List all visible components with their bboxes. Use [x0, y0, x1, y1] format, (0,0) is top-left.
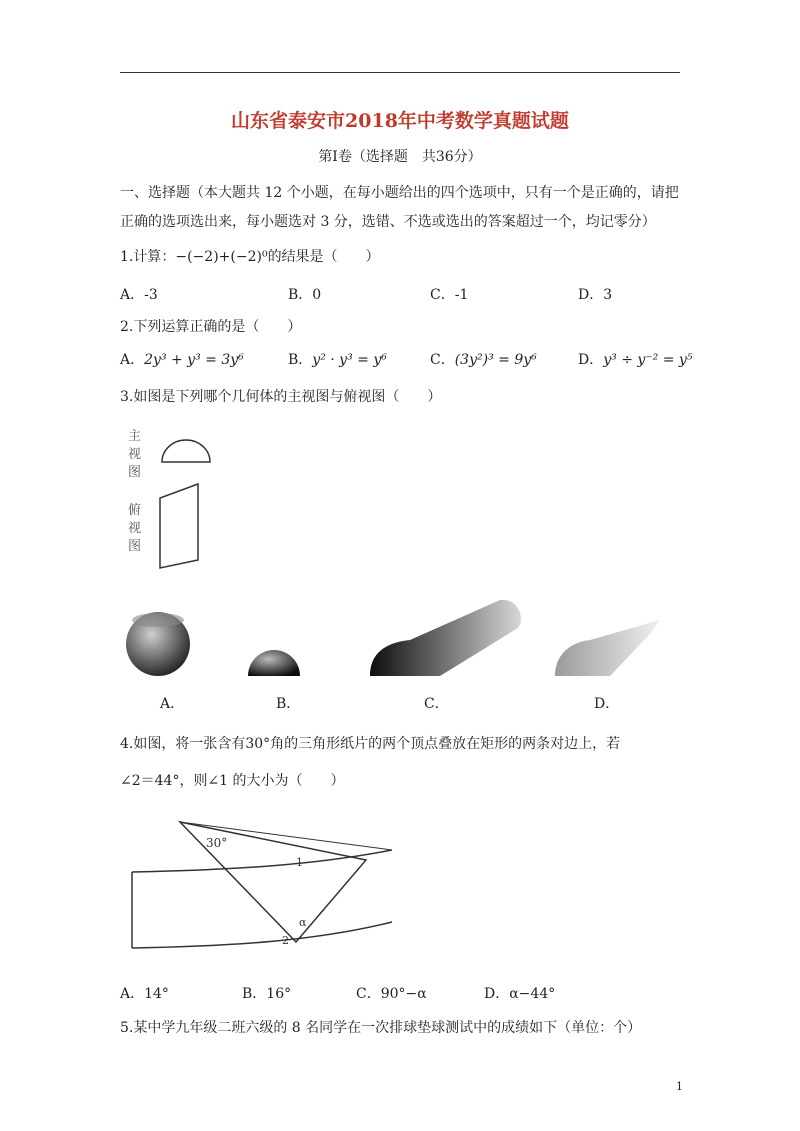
q2-expr-c: (3y²)³ = 9y⁶ — [454, 352, 537, 368]
q3-option-a: A． — [160, 696, 185, 712]
q2-option-c: C．(3y²)³ = 9y⁶ — [430, 352, 537, 368]
q3-solids-figure — [120, 600, 680, 690]
q2-option-a: A．2y³ + y³ = 3y⁶ — [120, 352, 244, 368]
angle-1-label: 1 — [296, 856, 303, 869]
angle-alpha-label: α — [299, 916, 307, 929]
half-cone-solid-d — [555, 620, 660, 676]
top-view-rectangle — [160, 484, 198, 568]
q4-stem-line2: ∠2＝44°，则∠1 的大小为（ ） — [120, 773, 345, 789]
section-intro-line1: 一、选择题（本大题共 12 个小题，在每小题给出的四个选项中，只有一个是正确的，请把 — [120, 185, 679, 201]
half-cylinder-solid-c — [370, 600, 521, 676]
section-subtitle: 第Ⅰ卷（选择题 共36分） — [318, 149, 482, 165]
q4-option-a: A．14° — [120, 986, 169, 1002]
q3-option-c: C． — [424, 696, 449, 712]
q1-option-a: A．-3 — [120, 287, 158, 303]
q4-figure — [120, 812, 410, 962]
q2-option-b: B．y² · y³ = y⁶ — [288, 352, 387, 368]
rectangle-top-edge — [132, 850, 392, 872]
rectangle-bottom-edge — [132, 922, 392, 948]
q2-stem: 2.下列运算正确的是（ ） — [120, 319, 302, 335]
q3-views-figure — [150, 420, 220, 580]
q1-option-d: D．3 — [578, 287, 613, 303]
angle-30-label: 30° — [206, 836, 228, 850]
angle-2-label: 2 — [282, 934, 289, 947]
page-title: 山东省泰安市2018年中考数学真题试题 — [231, 110, 569, 132]
q4-option-b: B．16° — [242, 986, 292, 1002]
hemisphere-solid-b — [248, 650, 300, 676]
q3-option-d: D． — [594, 696, 620, 712]
q1-stem — [120, 246, 380, 266]
top-view-label: 俯视图 — [128, 503, 142, 554]
q4-option-c: C．90°−α — [356, 986, 427, 1002]
q4-stem-line1: 4.如图，将一张含有30°角的三角形纸片的两个顶点叠放在矩形的两条对边上，若 — [120, 736, 621, 752]
q2-expr-a: 2y³ + y³ = 3y⁶ — [144, 352, 244, 368]
q3-option-b: B． — [276, 696, 301, 712]
front-view-label: 主视图 — [128, 429, 142, 480]
page-number: 1 — [676, 1080, 683, 1093]
q2-option-d: D．y³ ÷ y⁻² = y⁵ — [578, 352, 693, 368]
section-intro-line2: 正确的选项选出来，每小题选对 3 分，选错、不选或选出的答案超过一个，均记零分） — [120, 214, 656, 230]
front-view-semicircle — [162, 440, 210, 462]
q5-stem: 5.某中学九年级二班六级的 8 名同学在一次排球垫球测试中的成绩如下（单位：个） — [120, 1020, 642, 1036]
header-rule — [120, 72, 680, 73]
q2-expr-d: y³ ÷ y⁻² = y⁵ — [603, 352, 693, 368]
sphere-top-cut — [132, 613, 184, 627]
q1-option-b: B．0 — [288, 287, 322, 303]
q2-expr-b: y² · y³ = y⁶ — [312, 352, 387, 368]
q1-option-c: C．-1 — [430, 287, 469, 303]
q3-stem: 3.如图是下列哪个几何体的主视图与俯视图（ ） — [120, 389, 442, 405]
q1-prefix: 1.计算： — [120, 249, 176, 265]
q4-option-d: D．α−44° — [484, 986, 556, 1002]
q1-expression: −(−2)+(−2)⁰ — [175, 249, 268, 265]
q1-suffix: 的结果是（ ） — [267, 249, 380, 265]
